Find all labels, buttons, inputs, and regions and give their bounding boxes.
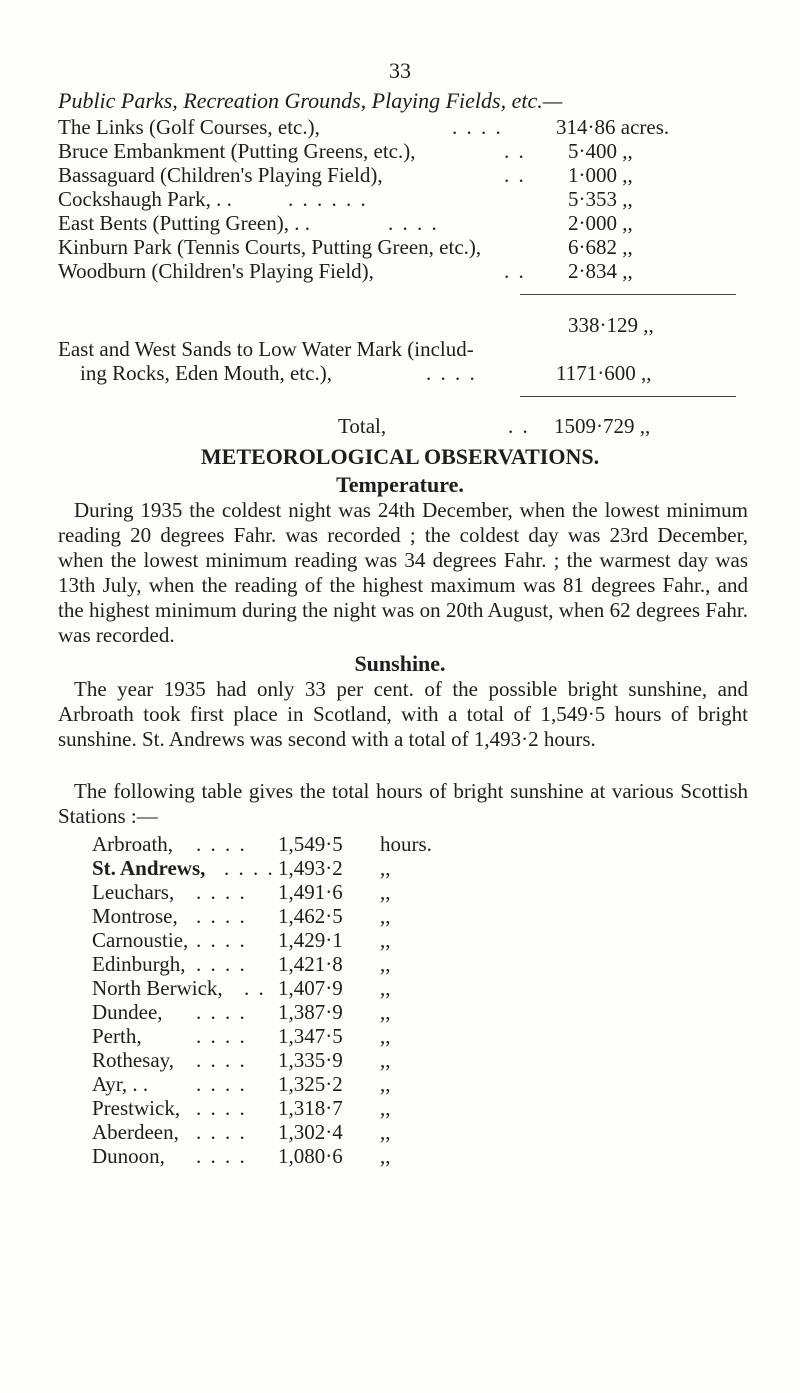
park-name: Bruce Embankment (Putting Greens, etc.), <box>58 139 416 163</box>
station-hours: 1,080·6 <box>278 1144 343 1168</box>
total-rule <box>520 396 736 397</box>
leader-dots: . . . . <box>426 361 477 385</box>
station-row <box>92 832 532 856</box>
station-name: Montrose, <box>92 904 178 928</box>
station-name: North Berwick, <box>92 976 223 1000</box>
leader-dots: . . <box>504 259 526 283</box>
station-unit: ,, <box>380 904 391 928</box>
station-name: Arbroath, <box>92 832 174 856</box>
station-row <box>92 880 532 904</box>
leader-dots: . . . . <box>196 1000 247 1024</box>
station-hours: 1,347·5 <box>278 1024 343 1048</box>
parks-heading: Public Parks, Recreation Grounds, Playing Fields, etc.— <box>58 88 563 113</box>
station-unit: ,, <box>380 1024 391 1048</box>
station-hours: 1,462·5 <box>278 904 343 928</box>
station-unit: ,, <box>380 1120 391 1144</box>
total-value: 1509·729 ,, <box>554 414 651 438</box>
station-row <box>92 1096 532 1120</box>
park-area: 314·86 acres. <box>556 115 670 139</box>
meteorological-title: METEOROLOGICAL OBSERVATIONS. <box>200 444 600 469</box>
station-name: Edinburgh, <box>92 952 186 976</box>
station-row <box>92 1024 532 1048</box>
leader-dots: . . . . <box>196 1144 247 1168</box>
leader-dots: . . . . <box>196 880 247 904</box>
station-row <box>92 928 532 952</box>
station-hours: 1,421·8 <box>278 952 343 976</box>
sunshine-paragraph: The year 1935 had only 33 per cent. of the possible bright sunshine, and Arbroath took first place in Scotland, with a total of 1,549·5 hours of bright sunshine. St. Andrews was second with a total of 1,493·2 hours. <box>58 677 748 751</box>
leader-dots: . . . . <box>196 952 247 976</box>
station-unit: ,, <box>380 976 391 1000</box>
station-unit: ,, <box>380 1072 391 1096</box>
station-hours: 1,549·5 <box>278 832 343 856</box>
station-hours: 1,335·9 <box>278 1048 343 1072</box>
leader-dots: . . . . <box>196 1072 247 1096</box>
table-intro: The following table gives the total hours of bright sunshine at various Scottish Stations :— <box>58 779 748 828</box>
leader-dots: . . . . <box>224 856 275 880</box>
park-name: Bassaguard (Children's Playing Field), <box>58 163 383 187</box>
park-name: Woodburn (Children's Playing Field), <box>58 259 374 283</box>
station-name: Ayr, . . <box>92 1072 149 1096</box>
station-hours: 1,387·9 <box>278 1000 343 1024</box>
station-row <box>92 1072 532 1096</box>
station-unit: ,, <box>380 952 391 976</box>
leader-dots: . . . . . . <box>288 187 368 211</box>
temperature-paragraph: During 1935 the coldest night was 24th December, when the lowest minimum reading 20 degrees Fahr. was recorded ; the coldest day was 23rd December, when the lowest minimum reading was 34 degrees Fahr. ; the warmest day was 13th July, when the reading of the highest maximum was 81 degrees Fahr., and the highest minimum during the night was on 20th August, when 62 degrees Fahr. was recorded. <box>58 498 748 647</box>
leader-dots: . . <box>244 976 266 1000</box>
station-name: St. Andrews, <box>92 856 206 880</box>
park-area: 5·353 ,, <box>568 187 633 211</box>
station-unit: ,, <box>380 928 391 952</box>
temperature-heading: Temperature. <box>336 472 464 497</box>
total-label: Total, <box>338 414 387 438</box>
station-row <box>92 1120 532 1144</box>
sands-line-1: East and West Sands to Low Water Mark (includ- <box>58 337 474 361</box>
leader-dots: . . . . <box>196 1024 247 1048</box>
station-hours: 1,491·6 <box>278 880 343 904</box>
station-unit: ,, <box>380 880 391 904</box>
subtotal-rule <box>520 294 736 295</box>
park-area: 6·682 ,, <box>568 235 633 259</box>
leader-dots: . . . . <box>388 211 439 235</box>
leader-dots: . . . . <box>196 904 247 928</box>
station-unit: hours. <box>380 832 432 856</box>
station-row <box>92 856 532 880</box>
station-name: Carnoustie, <box>92 928 189 952</box>
leader-dots: . . . . <box>196 1120 247 1144</box>
station-hours: 1,407·9 <box>278 976 343 1000</box>
park-area: 5·400 ,, <box>568 139 633 163</box>
station-name: Leuchars, <box>92 880 175 904</box>
station-unit: ,, <box>380 1144 391 1168</box>
station-hours: 1,318·7 <box>278 1096 343 1120</box>
station-name: Rothesay, <box>92 1048 175 1072</box>
station-name: Dundee, <box>92 1000 163 1024</box>
station-unit: ,, <box>380 1096 391 1120</box>
park-name: Kinburn Park (Tennis Courts, Putting Green, etc.), <box>58 235 482 259</box>
station-hours: 1,429·1 <box>278 928 343 952</box>
station-row <box>92 1144 532 1168</box>
leader-dots: . . . . <box>196 832 247 856</box>
station-unit: ,, <box>380 1000 391 1024</box>
sands-line-2: ing Rocks, Eden Mouth, etc.), <box>80 361 332 385</box>
sands-value: 1171·600 ,, <box>556 361 652 385</box>
station-row <box>92 1000 532 1024</box>
page-number: 33 <box>389 58 411 83</box>
station-name: Dunoon, <box>92 1144 165 1168</box>
sunshine-heading: Sunshine. <box>354 651 446 676</box>
leader-dots: . . <box>504 139 526 163</box>
station-hours: 1,493·2 <box>278 856 343 880</box>
station-row <box>92 904 532 928</box>
station-row <box>92 952 532 976</box>
park-area: 2·000 ,, <box>568 211 633 235</box>
leader-dots: . . . . <box>452 115 503 139</box>
leader-dots: . . . . <box>196 928 247 952</box>
park-area: 1·000 ,, <box>568 163 633 187</box>
station-unit: ,, <box>380 856 391 880</box>
park-name: Cockshaugh Park, . . <box>58 187 232 211</box>
leader-dots: . . <box>508 414 530 438</box>
subtotal-value: 338·129 ,, <box>568 313 654 337</box>
station-hours: 1,325·2 <box>278 1072 343 1096</box>
station-unit: ,, <box>380 1048 391 1072</box>
park-area: 2·834 ,, <box>568 259 633 283</box>
station-hours: 1,302·4 <box>278 1120 343 1144</box>
leader-dots: . . . . <box>196 1096 247 1120</box>
station-row <box>92 1048 532 1072</box>
station-name: Aberdeen, <box>92 1120 179 1144</box>
leader-dots: . . . . <box>196 1048 247 1072</box>
station-name: Prestwick, <box>92 1096 181 1120</box>
leader-dots: . . <box>504 163 526 187</box>
park-name: The Links (Golf Courses, etc.), <box>58 115 320 139</box>
park-name: East Bents (Putting Green), . . <box>58 211 310 235</box>
station-name: Perth, <box>92 1024 142 1048</box>
station-row <box>92 976 532 1000</box>
